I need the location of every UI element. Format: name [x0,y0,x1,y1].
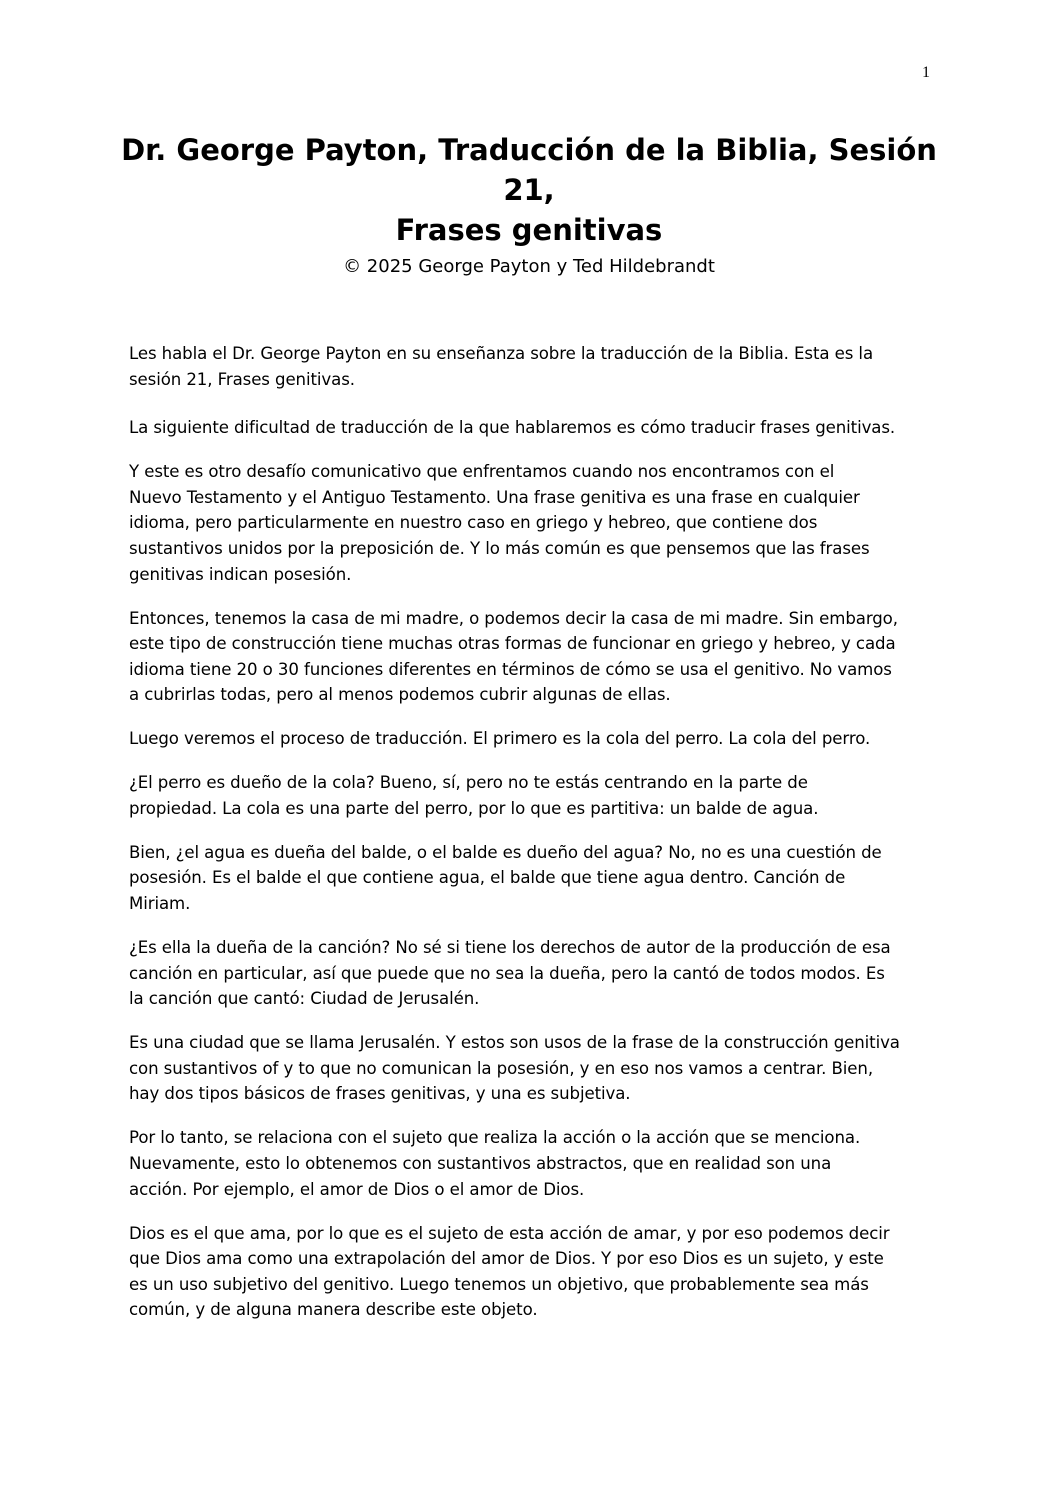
paragraph-line: idioma tiene 20 o 30 funciones diferentes en términos de cómo se usa el genitivo. No vamos [129,659,892,679]
paragraph-line: Por lo tanto, se relaciona con el sujeto que realiza la acción o la acción que se menciona. [129,1128,861,1148]
body-paragraph [129,415,937,441]
paragraph-line: ¿Es ella la dueña de la canción? No sé si tiene los derechos de autor de la producción de esa [129,938,891,958]
paragraph-line: sustantivos unidos por la preposición de. Y lo más común es que pensemos que las frases [129,538,870,558]
paragraph-line: Les habla el Dr. George Payton en su enseñanza sobre la traducción de la Biblia. Esta es la [129,344,874,363]
document-title-line-2: 21, [503,173,555,207]
paragraph-line: hay dos tipos básicos de frases genitivas, y una es subjetiva. [129,1084,631,1104]
document-title-line-3: Frases genitivas [395,213,663,247]
paragraph-line: Miriam. [129,894,191,914]
body-paragraph [129,606,937,708]
body-paragraph [129,1030,937,1107]
paragraph-line: la canción que cantó: Ciudad de Jerusalén. [129,989,480,1009]
paragraph-line: ¿El perro es dueño de la cola? Bueno, sí, pero no te estás centrando en la parte de [129,773,808,793]
paragraph-line: idioma, pero particularmente en nuestro caso en griego y hebreo, que contiene dos [129,513,818,533]
paragraph-line: Y este es otro desafío comunicativo que enfrentamos cuando nos encontramos con el [129,462,835,482]
body-paragraph [129,1125,937,1202]
paragraph-line: es un uso subjetivo del genitivo. Luego tenemos un objetivo, que probablemente sea más [129,1274,869,1294]
paragraph-line: que Dios ama como una extrapolación del amor de Dios. Y por eso Dios es un sujeto, y este [129,1249,884,1269]
paragraph-line: sesión 21, Frases genitivas. [129,369,355,389]
body-paragraph [129,840,937,917]
paragraph-line: este tipo de construcción tiene muchas otras formas de funcionar en griego y hebreo, y cada [129,634,896,654]
paragraph-line: acción. Por ejemplo, el amor de Dios o el amor de Dios. [129,1179,585,1199]
page-number: 1 [922,64,930,81]
body-paragraph [129,341,937,392]
paragraph-line: Dios es el que ama, por lo que es el sujeto de esta acción de amar, y por eso podemos decir [129,1223,890,1243]
title-block [100,130,958,280]
copyright-notice: © 2025 George Payton y Ted Hildebrandt [343,256,715,277]
paragraph-line: propiedad. La cola es una parte del perro, por lo que es partitiva: un balde de agua. [129,798,819,818]
document-title-line-1: Dr. George Payton, Traducción de la Biblia, Sesión [121,133,937,167]
paragraph-line: Es una ciudad que se llama Jerusalén. Y estos son usos de la frase de la construcción genitiva [129,1033,900,1053]
paragraph-line: canción en particular, así que puede que no sea la dueña, pero la cantó de todos modos. Es [129,963,885,983]
paragraph-line: con sustantivos of y to que no comunican la posesión, y en eso nos vamos a centrar. Bien, [129,1058,874,1078]
paragraph-line: común, y de alguna manera describe este objeto. [129,1300,538,1320]
paragraph-line: posesión. Es el balde el que contiene agua, el balde que tiene agua dentro. Canción de [129,868,846,888]
body-paragraph [129,770,937,821]
document-body [129,341,937,1323]
paragraph-line: Nuevo Testamento y el Antiguo Testamento. Una frase genitiva es una frase en cualquier [129,487,860,507]
paragraph-line: Nuevamente, esto lo obtenemos con sustantivos abstractos, que en realidad son una [129,1153,832,1173]
paragraph-line: a cubrirlas todas, pero al menos podemos cubrir algunas de ellas. [129,685,671,705]
paragraph-line: genitivas indican posesión. [129,564,352,584]
body-paragraph [129,459,937,587]
paragraph-line: La siguiente dificultad de traducción de la que hablaremos es cómo traducir frases genitivas. [129,418,896,438]
paragraph-line: Entonces, tenemos la casa de mi madre, o podemos decir la casa de mi madre. Sin embargo, [129,608,898,628]
body-paragraph [129,726,937,752]
body-paragraph [129,1221,937,1323]
paragraph-line: Luego veremos el proceso de traducción. El primero es la cola del perro. La cola del perro. [129,729,871,749]
paragraph-line: Bien, ¿el agua es dueña del balde, o el balde es dueño del agua? No, no es una cuestión de [129,842,882,862]
body-paragraph [129,935,937,1012]
